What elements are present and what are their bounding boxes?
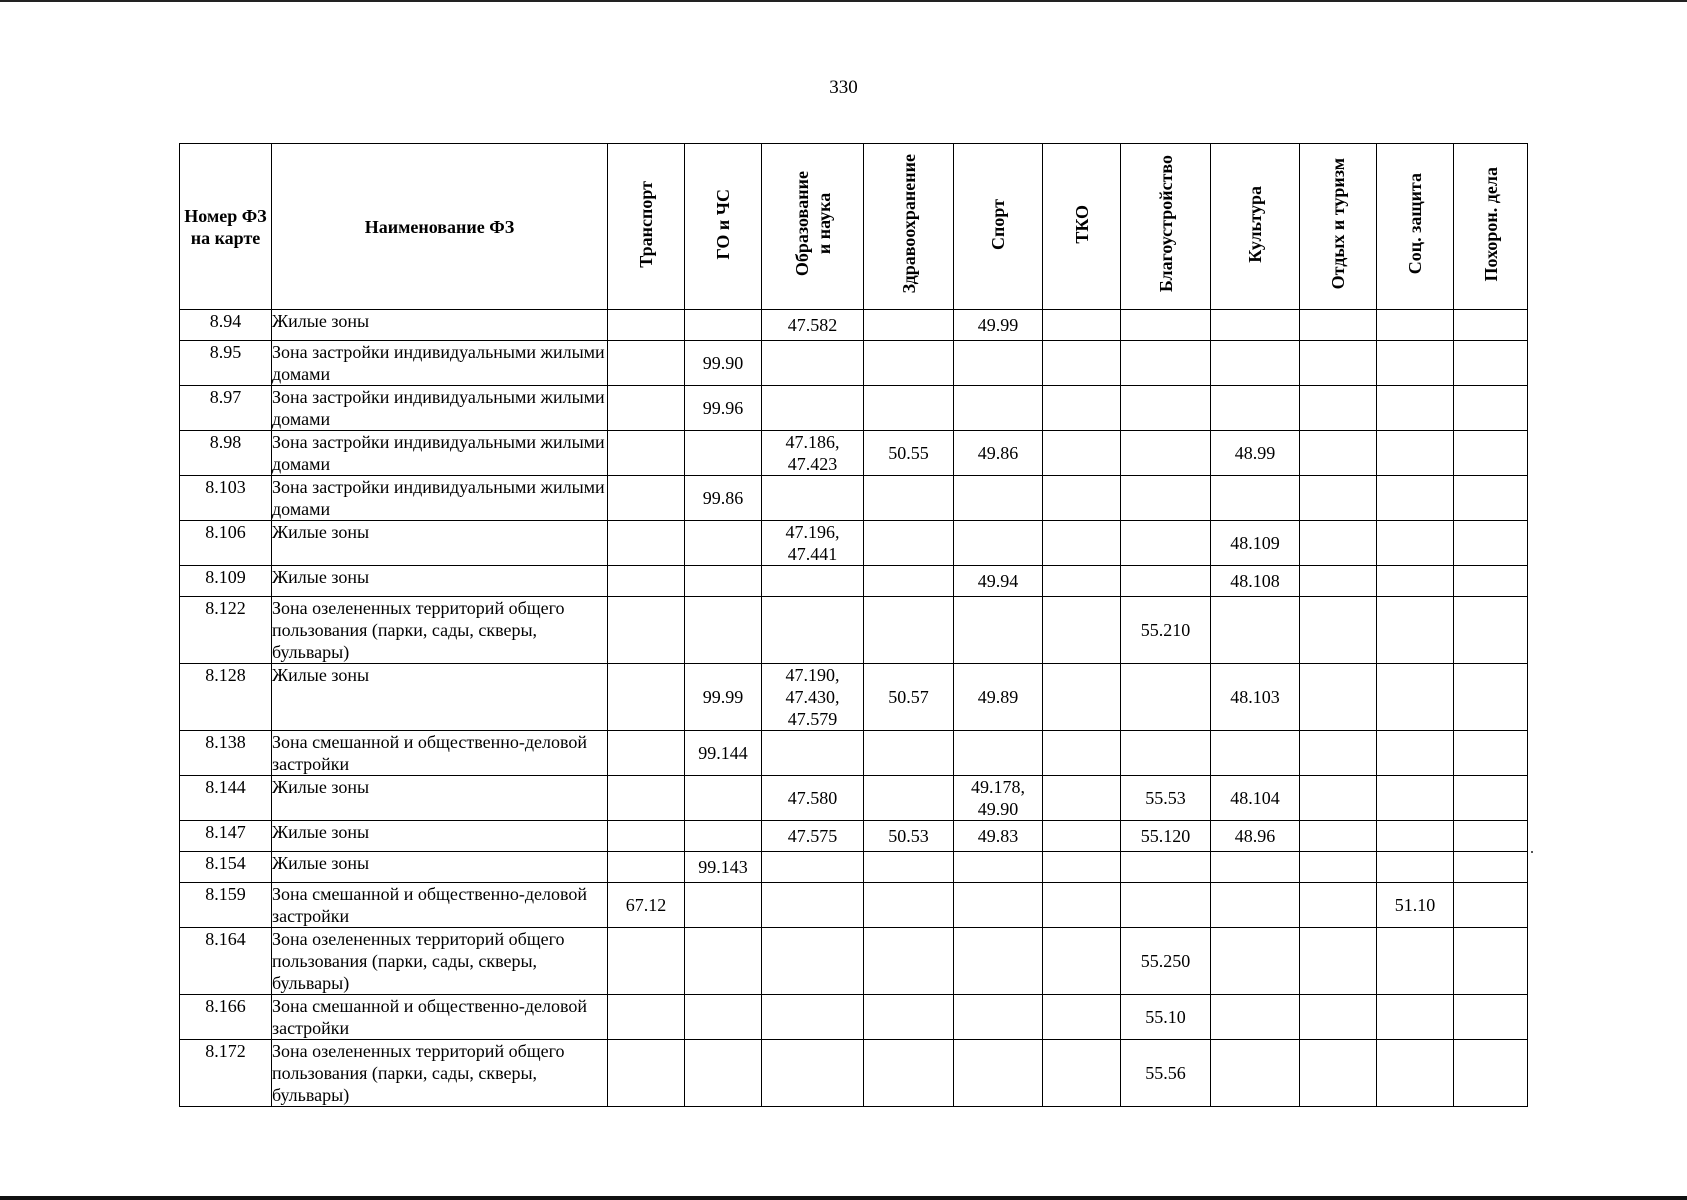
value-cell-c9 [1300, 597, 1377, 664]
value-cell-c6 [1043, 341, 1121, 386]
value-cell-c2 [685, 1040, 762, 1107]
value-cell-c1 [608, 995, 685, 1040]
value-cell-c11 [1454, 386, 1528, 431]
fz-number-cell: 8.98 [180, 431, 272, 476]
value-cell-c8: 48.96 [1211, 821, 1300, 852]
fz-name-cell: Зона смешанной и общественно-деловой застройки [272, 883, 608, 928]
value-cell-c8: 48.109 [1211, 521, 1300, 566]
value-cell-c8: 48.103 [1211, 664, 1300, 731]
value-cell-c7 [1121, 521, 1211, 566]
value-cell-c3 [762, 731, 864, 776]
value-cell-c2 [685, 431, 762, 476]
value-cell-c10 [1377, 476, 1454, 521]
value-cell-c11 [1454, 664, 1528, 731]
fz-name-cell: Жилые зоны [272, 821, 608, 852]
fz-number-cell: 8.154 [180, 852, 272, 883]
table-row [180, 310, 1528, 341]
value-cell-c2: 99.144 [685, 731, 762, 776]
value-cell-c7 [1121, 664, 1211, 731]
value-cell-c6 [1043, 664, 1121, 731]
fz-number-cell: 8.128 [180, 664, 272, 731]
value-cell-c10 [1377, 386, 1454, 431]
value-cell-c6 [1043, 821, 1121, 852]
value-cell-c10 [1377, 431, 1454, 476]
value-cell-c1 [608, 776, 685, 821]
value-cell-c2 [685, 821, 762, 852]
value-cell-c5 [954, 597, 1043, 664]
value-cell-c3 [762, 883, 864, 928]
value-cell-c10 [1377, 521, 1454, 566]
value-cell-c1 [608, 341, 685, 386]
value-cell-c4 [864, 341, 954, 386]
value-cell-c2: 99.86 [685, 476, 762, 521]
value-cell-c3: 47.575 [762, 821, 864, 852]
fz-name-cell: Жилые зоны [272, 310, 608, 341]
value-cell-c1 [608, 310, 685, 341]
value-cell-c3: 47.580 [762, 776, 864, 821]
table-row [180, 852, 1528, 883]
header-c3: Образование и наука [762, 144, 864, 310]
value-cell-c11 [1454, 995, 1528, 1040]
value-cell-c2: 99.143 [685, 852, 762, 883]
fz-number-cell: 8.109 [180, 566, 272, 597]
value-cell-c7 [1121, 310, 1211, 341]
value-cell-c7: 55.120 [1121, 821, 1211, 852]
value-cell-c10 [1377, 664, 1454, 731]
value-cell-c1 [608, 664, 685, 731]
header-c6: ТКО [1043, 144, 1121, 310]
value-cell-c8 [1211, 1040, 1300, 1107]
value-cell-c6 [1043, 1040, 1121, 1107]
value-cell-c6 [1043, 883, 1121, 928]
header-c5: Спорт [954, 144, 1043, 310]
value-cell-c6 [1043, 386, 1121, 431]
value-cell-c7 [1121, 566, 1211, 597]
value-cell-c11 [1454, 476, 1528, 521]
value-cell-c8 [1211, 310, 1300, 341]
value-cell-c7 [1121, 883, 1211, 928]
header-name: Наименование ФЗ [272, 144, 608, 310]
table-body [180, 310, 1528, 1107]
value-cell-c9 [1300, 883, 1377, 928]
fz-name-cell: Зона озелененных территорий общего пользования (парки, сады, скверы, бульвары) [272, 597, 608, 664]
value-cell-c8 [1211, 341, 1300, 386]
table-row [180, 731, 1528, 776]
value-cell-c2 [685, 566, 762, 597]
value-cell-c9 [1300, 821, 1377, 852]
value-cell-c6 [1043, 476, 1121, 521]
fz-name-cell: Зона смешанной и общественно-деловой застройки [272, 731, 608, 776]
value-cell-c4 [864, 776, 954, 821]
value-cell-c3 [762, 341, 864, 386]
value-cell-c1 [608, 566, 685, 597]
table-row [180, 521, 1528, 566]
value-cell-c9 [1300, 521, 1377, 566]
fz-number-cell: 8.164 [180, 928, 272, 995]
table-row [180, 928, 1528, 995]
value-cell-c7: 55.53 [1121, 776, 1211, 821]
value-cell-c10 [1377, 731, 1454, 776]
fz-name-cell: Жилые зоны [272, 566, 608, 597]
value-cell-c3 [762, 476, 864, 521]
value-cell-c9 [1300, 995, 1377, 1040]
fz-number-cell: 8.95 [180, 341, 272, 386]
value-cell-c1 [608, 521, 685, 566]
value-cell-c5: 49.94 [954, 566, 1043, 597]
value-cell-c1 [608, 1040, 685, 1107]
value-cell-c5 [954, 1040, 1043, 1107]
value-cell-c10 [1377, 776, 1454, 821]
value-cell-c4 [864, 883, 954, 928]
value-cell-c6 [1043, 521, 1121, 566]
value-cell-c8 [1211, 852, 1300, 883]
value-cell-c11 [1454, 597, 1528, 664]
value-cell-c6 [1043, 928, 1121, 995]
value-cell-c7: 55.56 [1121, 1040, 1211, 1107]
fz-name-cell: Жилые зоны [272, 664, 608, 731]
fz-number-cell: 8.122 [180, 597, 272, 664]
value-cell-c1 [608, 431, 685, 476]
fz-number-cell: 8.147 [180, 821, 272, 852]
value-cell-c11 [1454, 566, 1528, 597]
value-cell-c5: 49.178, 49.90 [954, 776, 1043, 821]
value-cell-c3: 47.582 [762, 310, 864, 341]
value-cell-c4 [864, 521, 954, 566]
value-cell-c11 [1454, 928, 1528, 995]
value-cell-c7: 55.10 [1121, 995, 1211, 1040]
value-cell-c9 [1300, 776, 1377, 821]
header-c1: Транспорт [608, 144, 685, 310]
header-c8: Культура [1211, 144, 1300, 310]
value-cell-c3 [762, 386, 864, 431]
value-cell-c8: 48.99 [1211, 431, 1300, 476]
fz-name-cell: Жилые зоны [272, 776, 608, 821]
fz-name-cell: Зона застройки индивидуальными жилыми домами [272, 341, 608, 386]
value-cell-c4 [864, 310, 954, 341]
table-row [180, 1040, 1528, 1107]
header-c9: Отдых и туризм [1300, 144, 1377, 310]
value-cell-c7 [1121, 431, 1211, 476]
value-cell-c2: 99.90 [685, 341, 762, 386]
value-cell-c5 [954, 521, 1043, 566]
table-row [180, 386, 1528, 431]
value-cell-c8 [1211, 386, 1300, 431]
value-cell-c4 [864, 928, 954, 995]
value-cell-c3 [762, 995, 864, 1040]
value-cell-c11 [1454, 821, 1528, 852]
value-cell-c1 [608, 928, 685, 995]
value-cell-c6 [1043, 597, 1121, 664]
value-cell-c10 [1377, 1040, 1454, 1107]
value-cell-c9 [1300, 731, 1377, 776]
value-cell-c1: 67.12 [608, 883, 685, 928]
fz-number-cell: 8.159 [180, 883, 272, 928]
value-cell-c8 [1211, 883, 1300, 928]
value-cell-c2: 99.96 [685, 386, 762, 431]
value-cell-c2: 99.99 [685, 664, 762, 731]
value-cell-c9 [1300, 1040, 1377, 1107]
value-cell-c4: 50.53 [864, 821, 954, 852]
value-cell-c1 [608, 731, 685, 776]
value-cell-c5: 49.99 [954, 310, 1043, 341]
value-cell-c6 [1043, 995, 1121, 1040]
scan-edge-bottom [0, 1196, 1687, 1200]
fz-name-cell: Зона застройки индивидуальными жилыми домами [272, 476, 608, 521]
fz-number-cell: 8.166 [180, 995, 272, 1040]
value-cell-c3: 47.190, 47.430, 47.579 [762, 664, 864, 731]
value-cell-c7 [1121, 852, 1211, 883]
table-row [180, 776, 1528, 821]
value-cell-c8 [1211, 476, 1300, 521]
fz-number-cell: 8.144 [180, 776, 272, 821]
value-cell-c10: 51.10 [1377, 883, 1454, 928]
value-cell-c4 [864, 566, 954, 597]
value-cell-c3 [762, 852, 864, 883]
value-cell-c3 [762, 597, 864, 664]
value-cell-c8: 48.108 [1211, 566, 1300, 597]
value-cell-c4 [864, 1040, 954, 1107]
value-cell-c4: 50.55 [864, 431, 954, 476]
value-cell-c6 [1043, 731, 1121, 776]
value-cell-c11 [1454, 521, 1528, 566]
value-cell-c1 [608, 476, 685, 521]
fz-name-cell: Зона смешанной и общественно-деловой застройки [272, 995, 608, 1040]
fz-name-cell: Зона застройки индивидуальными жилыми домами [272, 386, 608, 431]
value-cell-c5: 49.86 [954, 431, 1043, 476]
fz-number-cell: 8.172 [180, 1040, 272, 1107]
table-row [180, 664, 1528, 731]
value-cell-c3 [762, 928, 864, 995]
fz-number-cell: 8.97 [180, 386, 272, 431]
fz-name-cell: Жилые зоны [272, 521, 608, 566]
value-cell-c3: 47.186, 47.423 [762, 431, 864, 476]
value-cell-c4 [864, 386, 954, 431]
value-cell-c5: 49.89 [954, 664, 1043, 731]
value-cell-c6 [1043, 776, 1121, 821]
header-c11: Похорон. дела [1454, 144, 1528, 310]
value-cell-c7 [1121, 731, 1211, 776]
value-cell-c9 [1300, 476, 1377, 521]
value-cell-c4 [864, 731, 954, 776]
fz-name-cell: Зона озелененных территорий общего пользования (парки, сады, скверы, бульвары) [272, 1040, 608, 1107]
value-cell-c11 [1454, 310, 1528, 341]
value-cell-c11 [1454, 731, 1528, 776]
value-cell-c9 [1300, 664, 1377, 731]
header-c2: ГО и ЧС [685, 144, 762, 310]
value-cell-c8 [1211, 731, 1300, 776]
header-c7: Благоустройство [1121, 144, 1211, 310]
header-num: Номер ФЗ на карте [180, 144, 272, 310]
value-cell-c9 [1300, 341, 1377, 386]
header-c4: Здравоохранение [864, 144, 954, 310]
value-cell-c2 [685, 776, 762, 821]
value-cell-c10 [1377, 928, 1454, 995]
fz-number-cell: 8.138 [180, 731, 272, 776]
value-cell-c2 [685, 597, 762, 664]
value-cell-c6 [1043, 431, 1121, 476]
value-cell-c9 [1300, 431, 1377, 476]
value-cell-c4 [864, 597, 954, 664]
value-cell-c2 [685, 310, 762, 341]
value-cell-c8: 48.104 [1211, 776, 1300, 821]
page-number: 330 [829, 77, 858, 98]
value-cell-c10 [1377, 995, 1454, 1040]
value-cell-c5 [954, 928, 1043, 995]
value-cell-c10 [1377, 821, 1454, 852]
value-cell-c11 [1454, 883, 1528, 928]
table-row [180, 476, 1528, 521]
value-cell-c4 [864, 476, 954, 521]
value-cell-c7 [1121, 341, 1211, 386]
table-row [180, 431, 1528, 476]
value-cell-c5 [954, 852, 1043, 883]
value-cell-c2 [685, 928, 762, 995]
value-cell-c1 [608, 386, 685, 431]
table-row [180, 566, 1528, 597]
table-row [180, 883, 1528, 928]
fz-name-cell: Жилые зоны [272, 852, 608, 883]
value-cell-c5 [954, 995, 1043, 1040]
fz-table [179, 143, 1528, 1107]
value-cell-c11 [1454, 1040, 1528, 1107]
value-cell-c9 [1300, 310, 1377, 341]
scan-edge-top [0, 0, 1687, 2]
value-cell-c7 [1121, 476, 1211, 521]
value-cell-c11 [1454, 852, 1528, 883]
value-cell-c5 [954, 731, 1043, 776]
table-row [180, 821, 1528, 852]
value-cell-c9 [1300, 386, 1377, 431]
value-cell-c10 [1377, 566, 1454, 597]
value-cell-c2 [685, 995, 762, 1040]
value-cell-c7: 55.250 [1121, 928, 1211, 995]
fz-number-cell: 8.103 [180, 476, 272, 521]
value-cell-c9 [1300, 852, 1377, 883]
value-cell-c2 [685, 883, 762, 928]
value-cell-c3 [762, 566, 864, 597]
value-cell-c11 [1454, 776, 1528, 821]
value-cell-c5 [954, 386, 1043, 431]
value-cell-c8 [1211, 928, 1300, 995]
value-cell-c9 [1300, 566, 1377, 597]
value-cell-c5 [954, 476, 1043, 521]
value-cell-c5 [954, 341, 1043, 386]
value-cell-c9 [1300, 928, 1377, 995]
value-cell-c8 [1211, 597, 1300, 664]
value-cell-c5: 49.83 [954, 821, 1043, 852]
value-cell-c2 [685, 521, 762, 566]
value-cell-c3 [762, 1040, 864, 1107]
fz-name-cell: Зона застройки индивидуальными жилыми домами [272, 431, 608, 476]
value-cell-c1 [608, 821, 685, 852]
value-cell-c3: 47.196, 47.441 [762, 521, 864, 566]
value-cell-c8 [1211, 995, 1300, 1040]
value-cell-c5 [954, 883, 1043, 928]
value-cell-c1 [608, 852, 685, 883]
fz-number-cell: 8.94 [180, 310, 272, 341]
value-cell-c11 [1454, 341, 1528, 386]
table-header-row [180, 144, 1528, 310]
value-cell-c6 [1043, 852, 1121, 883]
table-row [180, 341, 1528, 386]
table-row [180, 995, 1528, 1040]
header-c10: Соц. защита [1377, 144, 1454, 310]
value-cell-c10 [1377, 597, 1454, 664]
value-cell-c6 [1043, 566, 1121, 597]
value-cell-c1 [608, 597, 685, 664]
table-row [180, 597, 1528, 664]
value-cell-c6 [1043, 310, 1121, 341]
value-cell-c10 [1377, 310, 1454, 341]
value-cell-c11 [1454, 431, 1528, 476]
value-cell-c7: 55.210 [1121, 597, 1211, 664]
value-cell-c4 [864, 852, 954, 883]
fz-number-cell: 8.106 [180, 521, 272, 566]
value-cell-c10 [1377, 341, 1454, 386]
value-cell-c4: 50.57 [864, 664, 954, 731]
scan-artifact [1531, 851, 1533, 853]
value-cell-c7 [1121, 386, 1211, 431]
fz-name-cell: Зона озелененных территорий общего пользования (парки, сады, скверы, бульвары) [272, 928, 608, 995]
value-cell-c10 [1377, 852, 1454, 883]
value-cell-c4 [864, 995, 954, 1040]
